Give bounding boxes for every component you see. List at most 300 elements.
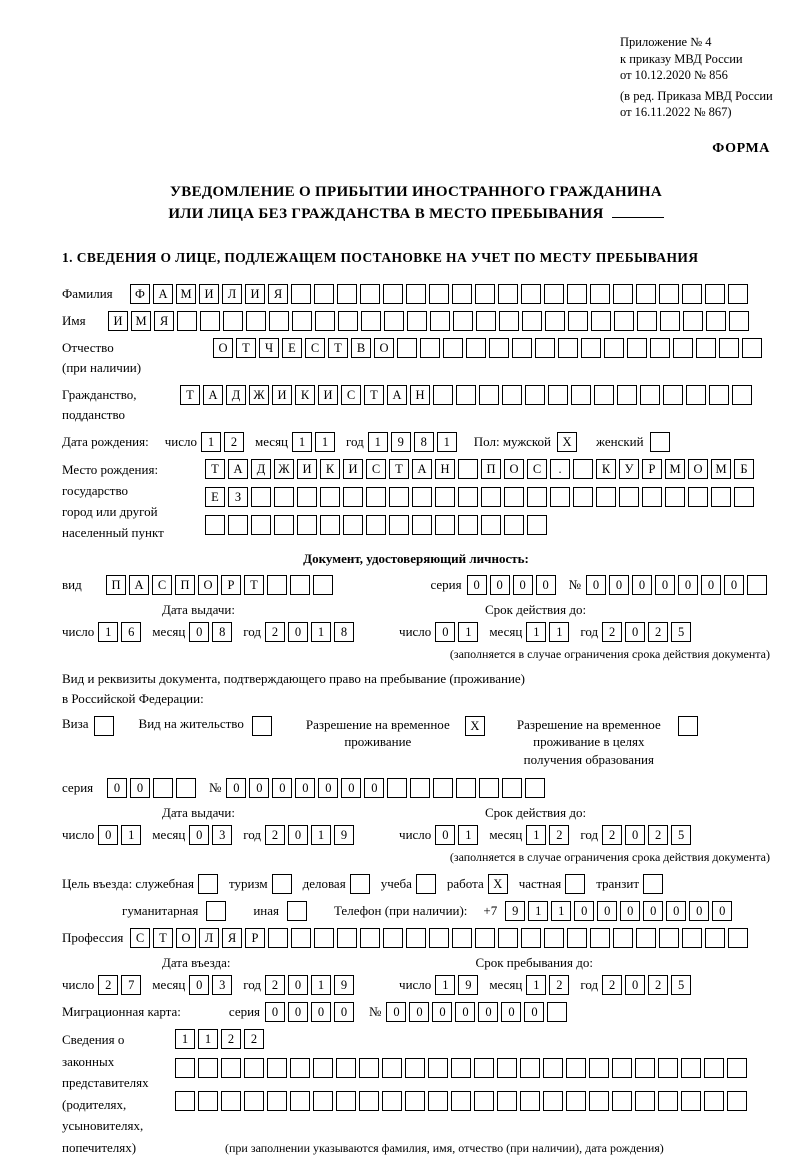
day-label: число (164, 433, 197, 449)
permit-number-label: № (209, 780, 222, 796)
patronymic-cells (213, 338, 765, 358)
char-cell (315, 311, 335, 331)
char-cell (636, 284, 656, 304)
permit-issue-day-cells (98, 825, 144, 845)
rvp-label (299, 716, 457, 751)
char-cell (274, 487, 294, 507)
char-cell: 0 (288, 825, 308, 845)
purpose-second-row (62, 901, 770, 921)
sex-male-checkbox (557, 432, 580, 452)
char-cell: 5 (671, 825, 691, 845)
char-cell: 0 (409, 1002, 429, 1022)
char-cell (407, 311, 427, 331)
purpose-transit-label: транзит (596, 876, 640, 892)
char-cell: 0 (655, 575, 675, 595)
char-cell (704, 1091, 724, 1111)
purpose-business-checkbox (350, 874, 373, 894)
char-cell (475, 284, 495, 304)
section1-heading: 1. СВЕДЕНИЯ О ЛИЦЕ, ПОДЛЕЖАЩЕМ ПОСТАНОВКЕ НА УЧЕТ ПО МЕСТУ ПРЕБЫВАНИЯ (62, 249, 699, 265)
char-cell (635, 1091, 655, 1111)
identity-doc-heading: Документ, удостоверяющий личность: (303, 550, 529, 566)
char-cell: О (213, 338, 233, 358)
birth-place-row (62, 459, 770, 543)
char-cell: 0 (189, 622, 209, 642)
char-cell: И (199, 284, 219, 304)
char-cell (290, 1091, 310, 1111)
char-cell: 1 (526, 825, 546, 845)
dob-year-cells (368, 432, 460, 452)
representatives-label-line4: (родителях, (62, 1096, 127, 1112)
char-cell (591, 311, 611, 331)
entry-month-cells (189, 975, 235, 995)
char-cell (94, 716, 114, 736)
char-cell (314, 928, 334, 948)
day-label: число (62, 623, 95, 639)
char-cell (428, 1091, 448, 1111)
char-cell (573, 459, 593, 479)
char-cell (732, 385, 752, 405)
char-cell (696, 338, 716, 358)
char-cell (502, 385, 522, 405)
permit-valid-day-cells (435, 825, 481, 845)
char-cell: 1 (435, 975, 455, 995)
char-cell: 0 (625, 622, 645, 642)
annex-header (620, 34, 800, 121)
char-cell (198, 874, 218, 894)
permit-series-cells (107, 778, 199, 798)
char-cell: 0 (574, 901, 594, 921)
char-cell: А (228, 459, 248, 479)
char-cell (512, 338, 532, 358)
stay-day-cells (435, 975, 481, 995)
char-cell (643, 874, 663, 894)
char-cell (521, 284, 541, 304)
char-cell: Л (222, 284, 242, 304)
char-cell (474, 1091, 494, 1111)
char-cell (272, 874, 292, 894)
migration-card-row (62, 1002, 770, 1022)
purpose-work-checkbox (488, 874, 511, 894)
identity-doc-row (62, 575, 770, 595)
char-cell (550, 487, 570, 507)
char-cell (314, 284, 334, 304)
doc-dates-header (62, 602, 770, 618)
form-title-line1: УВЕДОМЛЕНИЕ О ПРИБЫТИИ ИНОСТРАННОГО ГРАЖДАНИНА (169, 183, 662, 200)
char-cell: К (320, 459, 340, 479)
char-cell (336, 1058, 356, 1078)
rvp-education-label-line1: Разрешение на временное (516, 716, 661, 732)
year-label: год (243, 977, 262, 993)
representatives-label-line2: законных (62, 1053, 115, 1069)
char-cell (350, 874, 370, 894)
purpose-other-label: иная (253, 903, 279, 919)
char-cell (466, 338, 486, 358)
char-cell: 0 (295, 778, 315, 798)
char-cell: 1 (311, 825, 331, 845)
char-cell (244, 1058, 264, 1078)
char-cell (673, 338, 693, 358)
char-cell: 0 (432, 1002, 452, 1022)
char-cell: X (465, 716, 485, 736)
char-cell (458, 487, 478, 507)
char-cell: М (665, 459, 685, 479)
doc-valid-month-cells (526, 622, 572, 642)
char-cell: 2 (244, 1029, 264, 1049)
char-cell (522, 311, 542, 331)
char-cell: 1 (458, 622, 478, 642)
char-cell (244, 1091, 264, 1111)
char-cell (405, 1058, 425, 1078)
char-cell (640, 385, 660, 405)
char-cell: В (351, 338, 371, 358)
doc-valid-note: (заполняется в случае ограничения срока действия документа) (449, 646, 770, 661)
permit-issue-year-cells (265, 825, 357, 845)
char-cell (251, 487, 271, 507)
char-cell (456, 778, 476, 798)
char-cell (650, 432, 670, 452)
char-cell (252, 716, 272, 736)
char-cell (205, 515, 225, 535)
doc-number-label: № (568, 576, 581, 592)
patronymic-row (62, 338, 770, 378)
char-cell (360, 284, 380, 304)
char-cell (747, 575, 767, 595)
char-cell (613, 284, 633, 304)
char-cell (291, 284, 311, 304)
rvp-education-label (508, 716, 670, 769)
char-cell: 0 (435, 622, 455, 642)
entry-year-cells (265, 975, 357, 995)
char-cell: Е (205, 487, 225, 507)
patronymic-label-line2: (при наличии) (62, 359, 142, 375)
char-cell (433, 778, 453, 798)
char-cell: С (130, 928, 150, 948)
char-cell (458, 459, 478, 479)
char-cell (548, 385, 568, 405)
char-cell (451, 1091, 471, 1111)
purpose-study-checkbox (416, 874, 439, 894)
char-cell (458, 515, 478, 535)
char-cell (452, 928, 472, 948)
purpose-official-checkbox (198, 874, 221, 894)
char-cell (452, 284, 472, 304)
char-cell (612, 1091, 632, 1111)
char-cell (397, 338, 417, 358)
char-cell: 0 (265, 1002, 285, 1022)
year-label: год (580, 623, 599, 639)
char-cell: 0 (318, 778, 338, 798)
rvp-education-label-line2: проживание в целях (533, 734, 645, 750)
dob-day-cells (201, 432, 247, 452)
purpose-tourism-label: туризм (228, 876, 268, 892)
char-cell (497, 1091, 517, 1111)
char-cell (267, 1091, 287, 1111)
birth-place-label-line3: город или другой (62, 503, 158, 519)
char-cell (590, 928, 610, 948)
purpose-humanitarian-checkbox (206, 901, 229, 921)
char-cell: 0 (386, 1002, 406, 1022)
purpose-other-checkbox (287, 901, 310, 921)
migration-series-cells (265, 1002, 357, 1022)
char-cell (474, 1058, 494, 1078)
char-cell: Т (244, 575, 264, 595)
char-cell: X (557, 432, 577, 452)
char-cell: 1 (198, 1029, 218, 1049)
char-cell (627, 338, 647, 358)
char-cell (389, 487, 409, 507)
char-cell (659, 284, 679, 304)
day-label: число (399, 827, 432, 843)
permit-series-row (62, 778, 770, 798)
char-cell (435, 487, 455, 507)
char-cell: 7 (121, 975, 141, 995)
char-cell: 0 (364, 778, 384, 798)
char-cell: 1 (551, 901, 571, 921)
char-cell (520, 1091, 540, 1111)
char-cell: 1 (121, 825, 141, 845)
char-cell: И (245, 284, 265, 304)
annex-line: от 16.11.2022 № 867) (620, 105, 732, 119)
char-cell (269, 311, 289, 331)
char-cell (565, 874, 585, 894)
char-cell: 1 (292, 432, 312, 452)
purpose-work-label: работа (446, 876, 484, 892)
visa-label: Виза (62, 715, 89, 731)
doc-issue-year-cells (265, 622, 357, 642)
birth-place-cells-block (205, 459, 757, 539)
entry-dates-header (62, 955, 770, 971)
char-cell (635, 1058, 655, 1078)
profession-label: Профессия (62, 930, 124, 946)
char-cell: Я (222, 928, 242, 948)
permit-dates-row (62, 825, 770, 845)
char-cell: А (153, 284, 173, 304)
char-cell: 0 (625, 975, 645, 995)
birth-date-row (62, 432, 770, 452)
char-cell (420, 338, 440, 358)
char-cell: О (176, 928, 196, 948)
char-cell (706, 311, 726, 331)
char-cell (384, 311, 404, 331)
day-label: число (62, 827, 95, 843)
char-cell: 2 (549, 825, 569, 845)
char-cell (292, 311, 312, 331)
month-label: месяц (152, 623, 186, 639)
char-cell: 1 (526, 975, 546, 995)
rvp-label-line2: проживание (344, 734, 412, 750)
char-cell: А (387, 385, 407, 405)
char-cell (337, 284, 357, 304)
char-cell: О (504, 459, 524, 479)
char-cell (175, 1058, 195, 1078)
char-cell (274, 515, 294, 535)
char-cell: Т (153, 928, 173, 948)
char-cell: Т (236, 338, 256, 358)
month-label: месяц (152, 977, 186, 993)
char-cell: 2 (265, 622, 285, 642)
doc-valid-year-cells (602, 622, 694, 642)
char-cell (416, 874, 436, 894)
char-cell: И (108, 311, 128, 331)
permit-series-label: серия (62, 780, 94, 796)
char-cell: 0 (678, 575, 698, 595)
char-cell (636, 928, 656, 948)
char-cell: 1 (549, 622, 569, 642)
char-cell: Д (226, 385, 246, 405)
char-cell: 1 (368, 432, 388, 452)
permit-valid-month-cells (526, 825, 572, 845)
char-cell: 2 (602, 825, 622, 845)
char-cell (543, 1091, 563, 1111)
residence-doc-line1: Вид и реквизиты документа, подтверждающего право на пребывание (проживание) (62, 670, 526, 686)
char-cell: Т (364, 385, 384, 405)
char-cell (705, 284, 725, 304)
permit-issue-month-cells (189, 825, 235, 845)
patronymic-label (62, 338, 213, 378)
representatives-row2-cells (175, 1058, 750, 1078)
purpose-business-label: деловая (302, 876, 346, 892)
char-cell: 1 (437, 432, 457, 452)
char-cell: Р (245, 928, 265, 948)
char-cell (659, 928, 679, 948)
char-cell: 1 (201, 432, 221, 452)
char-cell (313, 1058, 333, 1078)
char-cell: 0 (501, 1002, 521, 1022)
representatives-row1-cells (175, 1029, 267, 1049)
char-cell: Е (282, 338, 302, 358)
birth-place-row1-cells (205, 459, 757, 479)
char-cell: А (203, 385, 223, 405)
annex-line: от 10.12.2020 № 856 (620, 68, 728, 82)
char-cell (287, 901, 307, 921)
name-cells (108, 311, 752, 331)
day-label: число (399, 623, 432, 639)
char-cell (642, 487, 662, 507)
rvp-label-line1: Разрешение на временное (305, 716, 450, 732)
surname-label: Фамилия (62, 285, 113, 301)
char-cell (405, 1091, 425, 1111)
purpose-transit-checkbox (643, 874, 666, 894)
char-cell (359, 1091, 379, 1111)
char-cell: Н (435, 459, 455, 479)
char-cell: И (343, 459, 363, 479)
char-cell: 0 (98, 825, 118, 845)
year-label: год (580, 827, 599, 843)
char-cell (481, 487, 501, 507)
char-cell (223, 311, 243, 331)
char-cell (596, 487, 616, 507)
char-cell: 0 (712, 901, 732, 921)
char-cell (246, 311, 266, 331)
permit-dates-header (62, 805, 770, 821)
char-cell (338, 311, 358, 331)
forma-label: ФОРМА (712, 140, 770, 156)
char-cell (614, 311, 634, 331)
representatives-label (62, 1029, 175, 1158)
sex-female-label: женский (596, 433, 644, 449)
char-cell (320, 515, 340, 535)
char-cell: 2 (602, 975, 622, 995)
char-cell: З (228, 487, 248, 507)
birth-place-label-line4: населенный пункт (62, 524, 164, 540)
char-cell: П (106, 575, 126, 595)
char-cell: 0 (189, 825, 209, 845)
migration-number-cells (386, 1002, 570, 1022)
permit-valid-note: (заполняется в случае ограничения срока действия документа) (449, 850, 770, 865)
char-cell: 0 (288, 1002, 308, 1022)
char-cell (527, 487, 547, 507)
char-cell: 3 (212, 825, 232, 845)
char-cell (650, 338, 670, 358)
char-cell (571, 385, 591, 405)
birth-place-label-line2: государство (62, 482, 128, 498)
doc-series-cells (467, 575, 559, 595)
char-cell: М (131, 311, 151, 331)
char-cell: 0 (536, 575, 556, 595)
birth-date-label: Дата рождения: (62, 433, 149, 449)
char-cell: И (297, 459, 317, 479)
char-cell: 0 (724, 575, 744, 595)
doc-issue-date-label: Дата выдачи: (162, 601, 236, 617)
rvp-education-checkbox (678, 716, 701, 736)
birth-place-label-line1: Место рождения: (62, 461, 159, 477)
month-label: месяц (489, 623, 523, 639)
year-label: год (346, 433, 364, 449)
char-cell (682, 928, 702, 948)
char-cell: 2 (98, 975, 118, 995)
char-cell: М (711, 459, 731, 479)
char-cell (742, 338, 762, 358)
char-cell (590, 284, 610, 304)
char-cell (198, 1091, 218, 1111)
char-cell: 0 (597, 901, 617, 921)
char-cell (604, 338, 624, 358)
char-cell (382, 1091, 402, 1111)
char-cell (313, 1091, 333, 1111)
char-cell (313, 575, 333, 595)
char-cell (433, 385, 453, 405)
annex-line: к приказу МВД России (620, 51, 743, 66)
representatives-label-line3: представителях (62, 1075, 149, 1091)
char-cell (406, 928, 426, 948)
char-cell (291, 928, 311, 948)
char-cell (268, 928, 288, 948)
char-cell (320, 487, 340, 507)
char-cell: Ж (274, 459, 294, 479)
char-cell: У (619, 459, 639, 479)
char-cell (520, 1058, 540, 1078)
char-cell: Р (221, 575, 241, 595)
name-row (62, 311, 770, 331)
char-cell (681, 1091, 701, 1111)
char-cell (589, 1091, 609, 1111)
char-cell (594, 385, 614, 405)
char-cell (612, 1058, 632, 1078)
char-cell: 9 (458, 975, 478, 995)
char-cell: С (152, 575, 172, 595)
char-cell: Я (154, 311, 174, 331)
char-cell: 0 (311, 1002, 331, 1022)
char-cell (153, 778, 173, 798)
char-cell (200, 311, 220, 331)
char-cell (228, 515, 248, 535)
char-cell: 2 (648, 825, 668, 845)
migration-card-label: Миграционная карта: (62, 1004, 181, 1020)
char-cell: 1 (175, 1029, 195, 1049)
char-cell: П (481, 459, 501, 479)
char-cell (547, 1002, 567, 1022)
surname-row (62, 284, 770, 304)
